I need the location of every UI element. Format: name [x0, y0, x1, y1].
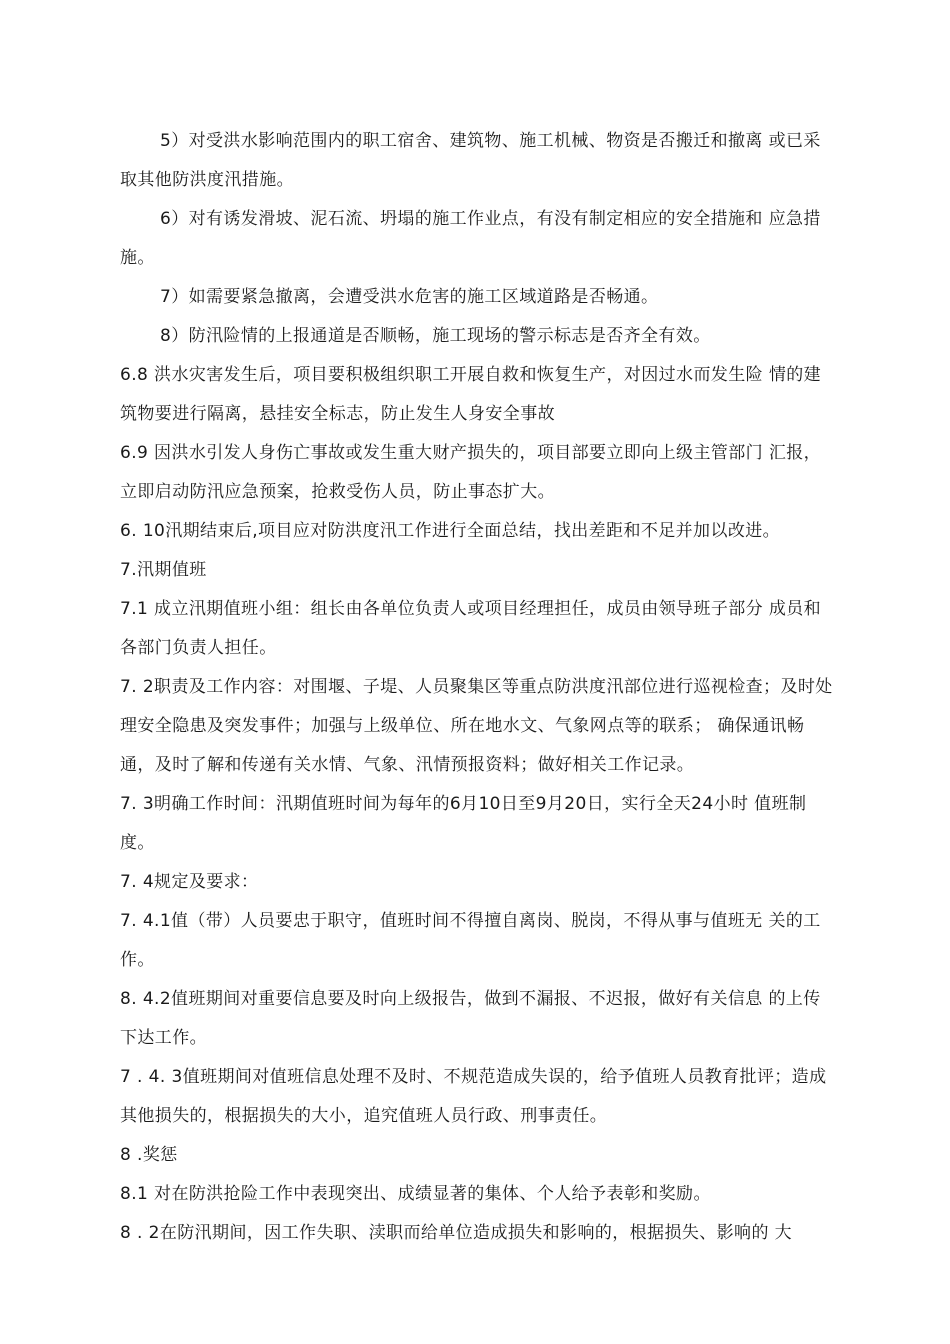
section-7-4-2: 8. 4.2值班期间对重要信息要及时向上级报告，做到不漏报、不迟报，做好有关信息 的上传下达工作。: [120, 989, 821, 1048]
section-6-8: 6.8 洪水灾害发生后，项目要积极组织职工开展自救和恢复生产，对因过水而发生险 情的建筑物要进行隔离，悬挂安全标志，防止发生人身安全事故: [120, 365, 822, 424]
paragraph-7: 7）如需要紧急撤离，会遭受洪水危害的施工区域道路是否畅通。: [160, 287, 659, 307]
section-heading-8: 8 .奖惩: [120, 1145, 178, 1165]
document-body: [120, 122, 835, 1253]
section-7-4: 7. 4规定及要求：: [120, 872, 259, 892]
section-7-2: 7. 2职责及工作内容：对围堰、子堤、人员聚集区等重点防洪度汛部位进行巡视检查；及时处理安全隐患及突发事件；加强与上级单位、所在地水文、气象网点等的联系； 确保通讯畅通，及时了解和传递有关水情、气象、汛情预报资料；做好相关工作记录。: [120, 677, 833, 775]
section-7-4-1: 7. 4.1值（带）人员要忠于职守，值班时间不得擅自离岗、脱岗，不得从事与值班无 关的工作。: [120, 911, 821, 970]
section-7-3: 7. 3明确工作时间：汛期值班时间为每年的6月10日至9月20日，实行全天24小时 值班制度。: [120, 794, 807, 853]
section-8-2: 8 . 2在防汛期间，因工作失职、渎职而给单位造成损失和影响的，根据损失、影响的 大: [120, 1223, 793, 1243]
section-heading-7: 7.汛期值班: [120, 560, 207, 580]
section-8-1: 8.1 对在防洪抢险工作中表现突出、成绩显著的集体、个人给予表彰和奖励。: [120, 1184, 711, 1204]
section-6-9: 6.9 因洪水引发人身伤亡事故或发生重大财产损失的，项目部要立即向上级主管部门 汇报，立即启动防汛应急预案，抢救受伤人员，防止事态扩大。: [120, 443, 822, 502]
section-7-1: 7.1 成立汛期值班小组：组长由各单位负责人或项目经理担任，成员由领导班子部分 成员和各部门负责人担任。: [120, 599, 822, 658]
section-7-4-3: 7 . 4. 3值班期间对值班信息处理不及时、不规范造成失误的，给予值班人员教育批评；造成其他损失的，根据损失的大小，追究值班人员行政、刑事责任。: [120, 1067, 827, 1126]
paragraph-6: 6）对有诱发滑坡、泥石流、坍塌的施工作业点，有没有制定相应的安全措施和 应急措施。: [120, 209, 821, 268]
paragraph-5: 5）对受洪水影响范围内的职工宿舍、建筑物、施工机械、物资是否搬迁和撤离 或已采取其他防洪度汛措施。: [120, 131, 821, 190]
paragraph-8: 8）防汛险情的上报通道是否顺畅，施工现场的警示标志是否齐全有效。: [160, 326, 711, 346]
section-6-10: 6. 10汛期结束后,项目应对防洪度汛工作进行全面总结，找出差距和不足并加以改进。: [120, 521, 781, 541]
